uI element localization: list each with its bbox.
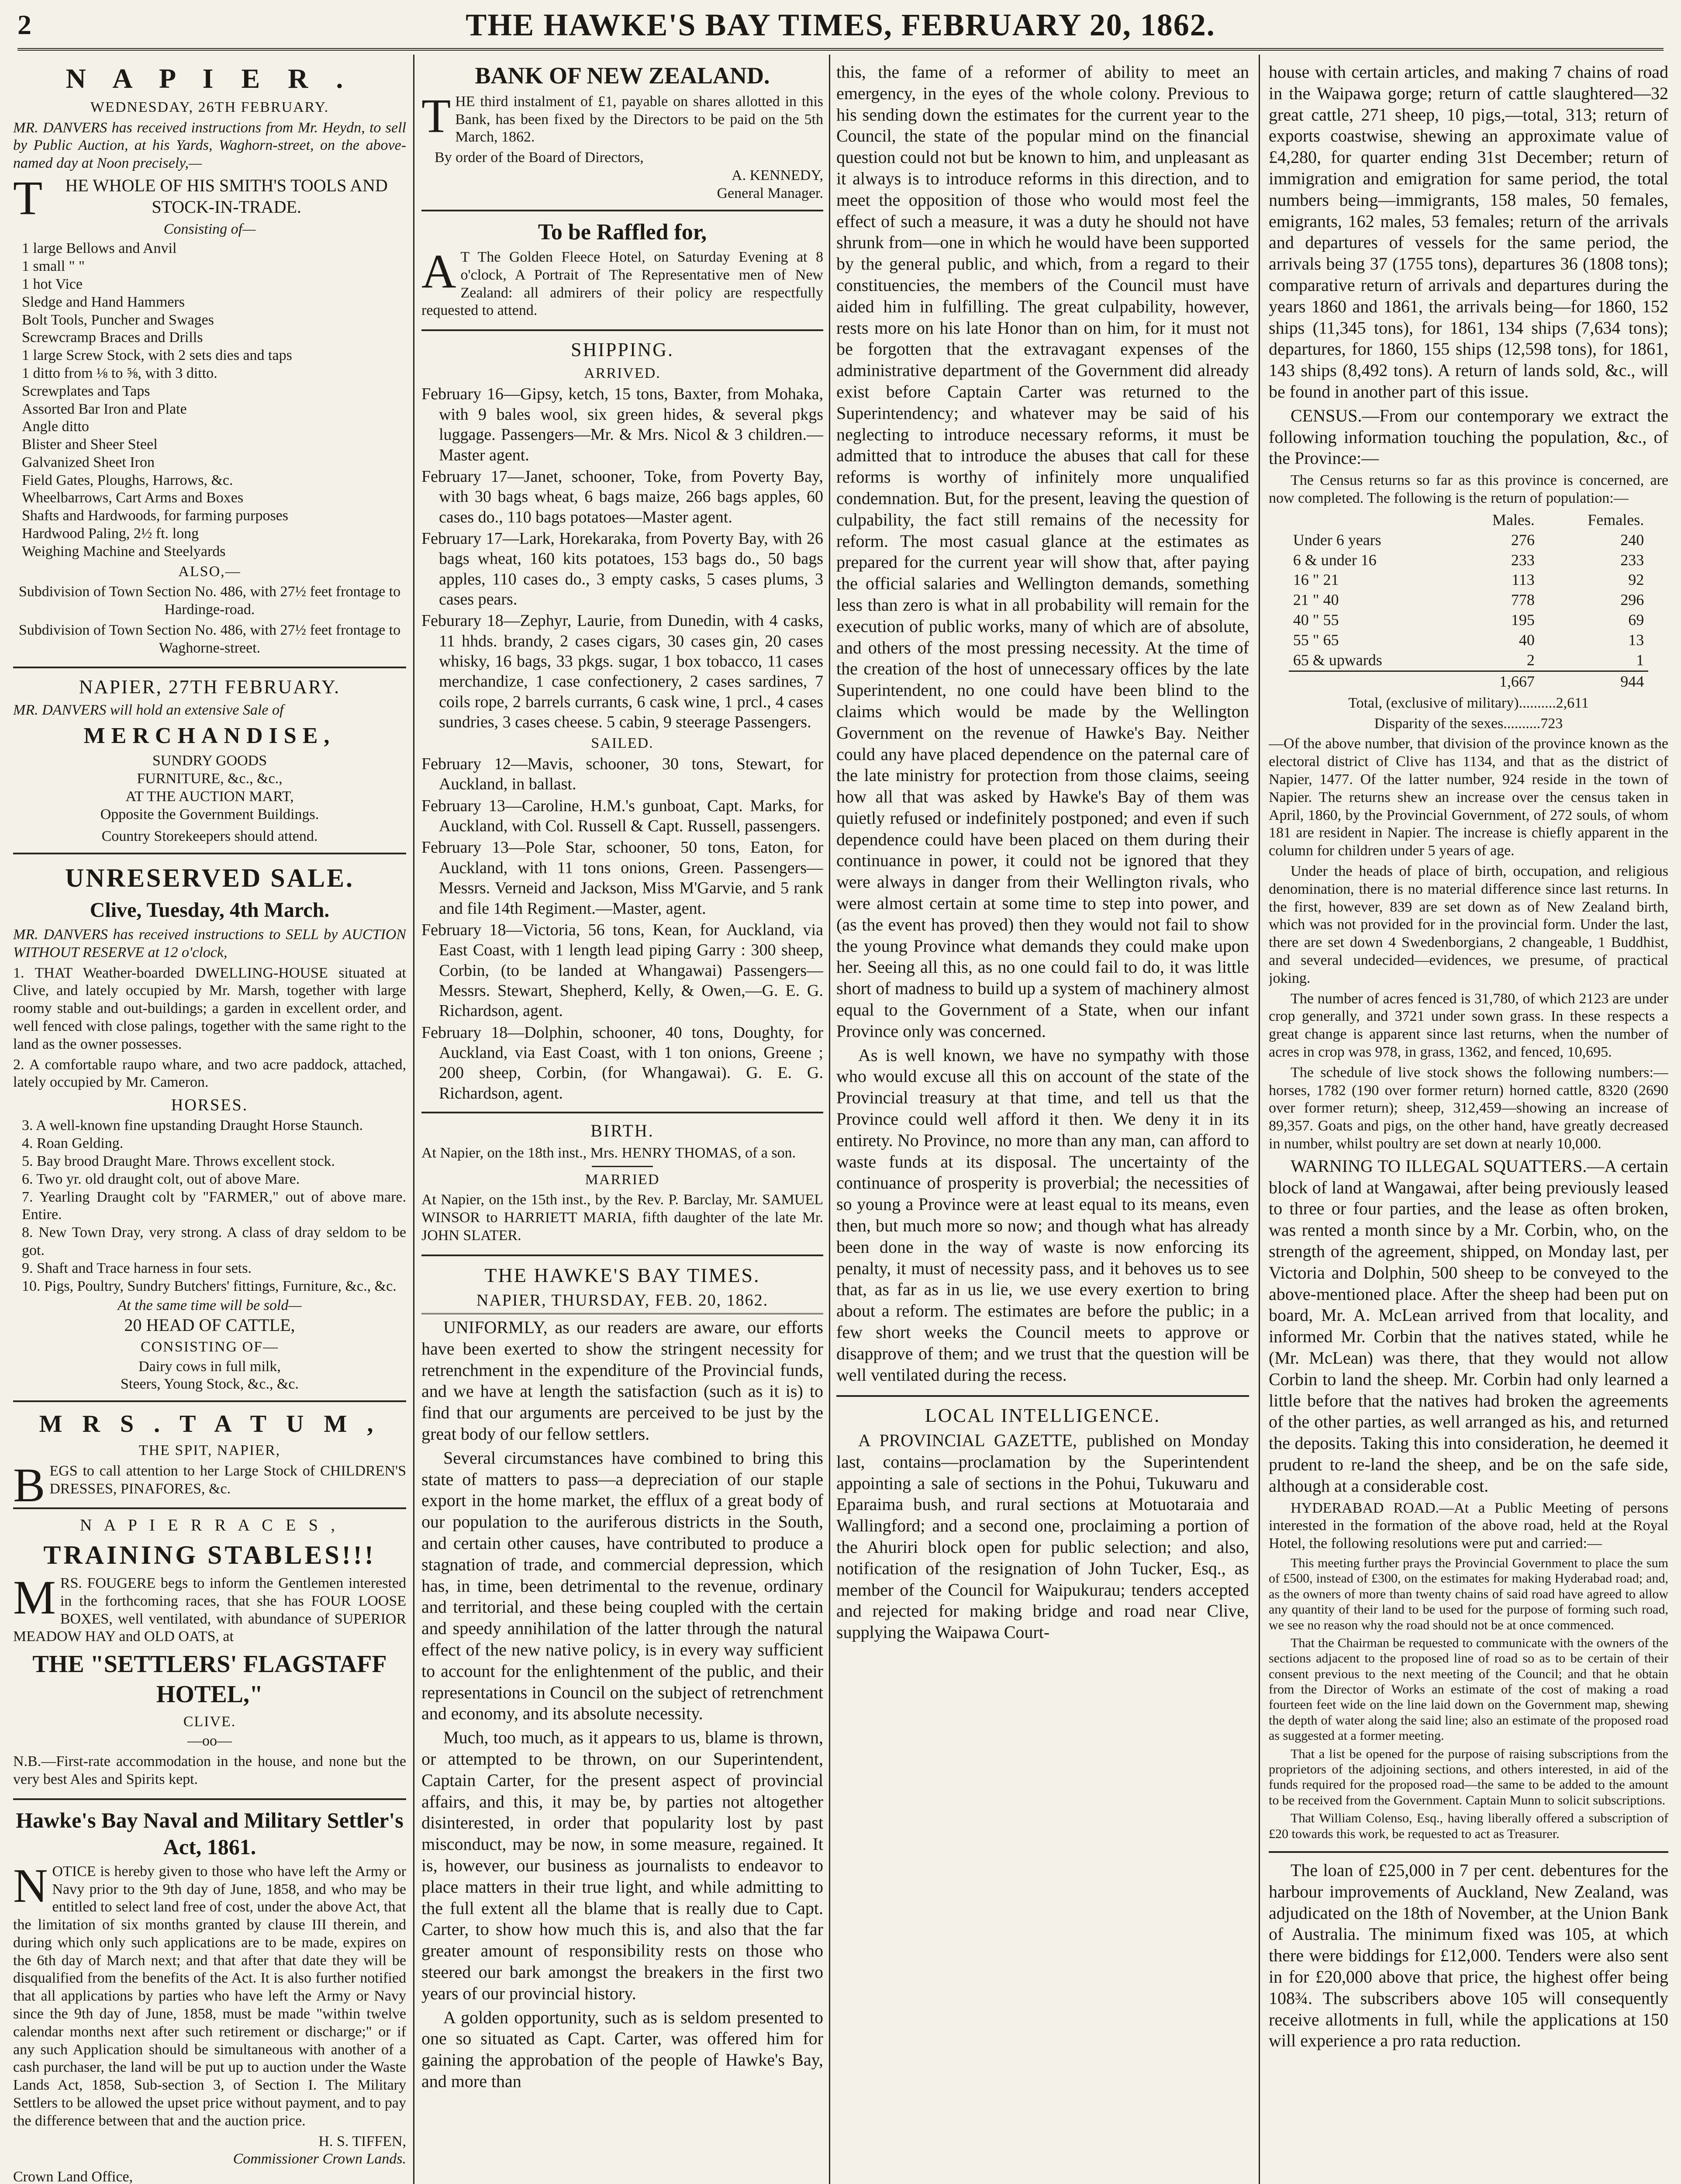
table-cell: 40 " 55 (1293, 611, 1339, 629)
editorial-paragraph: A golden opportunity, such as is seldom presented to one so situated as Capt. Carter, was offered him for gaining the approbation of the people of Hawke's Bay, and more than (421, 2007, 823, 2091)
column-rule (829, 55, 830, 2184)
raffle-notice (421, 211, 823, 332)
bank-heading: BANK OF NEW ZEALAND. (475, 62, 770, 89)
sale-date: WEDNESDAY, 26TH FEBRUARY. (90, 99, 329, 116)
list-item: Weighing Machine and Steelyards (22, 543, 226, 560)
auction-intro: MR. DANVERS has received instructions from Mr. Heydn, to sell by Public Auction, at his Yards, Waghorn-street, on the above-named day at Noon precisely,— (13, 119, 406, 172)
list-item: Hardwood Paling, 2½ ft. long (22, 525, 199, 542)
editorial-masthead: THE HAWKE'S BAY TIMES. (484, 1264, 760, 1286)
table-cell: 233 (1620, 551, 1644, 569)
table-cell: 944 (1539, 671, 1648, 691)
list-item: Galvanized Sheet Iron (22, 454, 155, 470)
resolution: That the Chairman be requested to communicate with the owners of the sections adjacent to the proposed line of road so as to be certain of their consent previous to the next meeting of the Council; and that he obtain from the Director of Works an estimate of the cost of making a road fourteen feet wide on the line laid down on the Government map, shewing the depth of water along the said line; also an estimate of the proposed road as suggested at a former meeting. (1269, 1635, 1668, 1743)
shipping-entry: February 13—Pole Star, schooner, 50 tons, Eaton, for Auckland, with 11 tons onions, Green. Passengers—Messrs. Verneid and Jackson, Miss M'Garvie, and 5 rank and file 14th Regiment.—Master, agent. (421, 838, 823, 918)
editorial-paragraph: As is well known, we have no sympathy with those who would excuse all this on account of the state of the Provincial treasury at that time, and tell us that the Province could well afford it then. We deny it in its entirety. No Province, no more than any man, can afford to waste funds at its disposal. The uncertainty of the continuance of prosperity is proverbial; the necessities of so young a Province were at least equal to its means, even then, but much more so now; and though what has already been done in the way of waste is now enforcing its penalty, it must of necessity pass, and it behoves us to see that, as far as in us lie, we use every exertion to bring about a reform. The estimates are before the public; in a few short weeks the Council meets to approve or disapprove of them; and we trust that the question will be well ventilated during the recess. (836, 1045, 1249, 1385)
unreserved-sale (13, 854, 406, 1402)
training-stables-advert (13, 1509, 406, 1800)
table-cell: 240 (1620, 531, 1644, 549)
tatum-heading: M R S . T A T U M , (39, 1410, 380, 1438)
married-body: At Napier, on the 15th inst., by the Rev. P. Barclay, Mr. SAMUEL WINSOR to HARRIETT MARIA, fifth daughter of the late Mr. JOHN SLATER. (421, 1192, 823, 1244)
census-paragraph: Under the heads of place of birth, occupation, and religious denomination, there is no material difference since last returns. In the first, however, 839 are set down as of New Zealand birth, which was not provided for in the provincial form. Under the last, there are set down 4 Swedenborgians, 2 changeable, 1 Buddhist, and several undecided—evidences, we presume, of practical joking. (1269, 863, 1668, 986)
local-paragraph: house with certain articles, and making 7 chains of road in the Waipawa gorge; return of cattle slaughtered—32 great cattle, 271 sheep, 10 pigs,—total, 313; return of exports coastwise, shewing an approximate value of £4,280, for quarter ending 31st December; return of immigration and emigration for same period, the total numbers being—immigrants, 158 males, 50 females, emigrants, 162 males, 53 females; return of the arrivals and departures of vessels for the same period, the arrivals being 37 (1755 tons), departures 36 (1808 tons); comparative return of arrivals and departures during the years 1860 and 1861, the arrivals being—for 1860, 152 ships (11,345 tons), for 1861, 134 ships (7,634 tons); departures, for 1860, 155 ships (12,598 tons), for 1861, 143 ships (8,492 tons). A return of lands sold, &c., will be found in another part of this issue. (1269, 62, 1668, 401)
consisting-label: CONSISTING OF— (140, 1339, 279, 1355)
militia-heading: Hawke's Bay Naval and Military Settler's Act, 1861. (16, 1807, 404, 1859)
list-item: Field Gates, Ploughs, Harrows, &c. (22, 472, 233, 488)
office-name: Crown Land Office, (13, 2169, 133, 2184)
hotel-place: CLIVE. (183, 1713, 236, 1730)
list-item: 1 ditto from ⅛ to ⅝, with 3 ditto. (22, 365, 217, 381)
census-table (1289, 510, 1649, 692)
resolution: That William Colenso, Esq., having liberally offered a subscription of £20 towards this work, be requested to act as Treasurer. (1269, 1811, 1668, 1841)
shipping-entry: February 18—Victoria, 56 tons, Kean, for Auckland, via East Coast, with 1 length lead piping Garry : 300 sheep, Corbin, (to be landed at Whangawai) Passengers—Messrs. Stewart, Shepherd, Kelly, & Owen,—G. E. G. Richardson, agent. (421, 920, 823, 1020)
table-cell: 69 (1628, 611, 1644, 629)
list-item: Assorted Bar Iron and Plate (22, 401, 187, 417)
shipping-entry: February 16—Gipsy, ketch, 15 tons, Baxter, from Mohaka, with 9 bales wool, six green hides, & several pkgs luggage. Passengers—Mr. & Mrs. Nicol & 3 children.—Master agent. (421, 385, 823, 464)
column-4 (1269, 55, 1668, 2184)
hotel-heading: THE "SETTLERS' FLAGSTAFF HOTEL," (32, 1651, 387, 1708)
census-paragraph: The number of acres fenced is 31,780, of which 2123 are under crop generally, and 3721 under sown grass. In these respects a great change is apparent since last returns, when the number of acres in crop was 978, in grass, 1362, and fenced, 10,695. (1269, 990, 1668, 1061)
table-cell: 2 (1526, 651, 1535, 669)
list-item: Bolt Tools, Puncher and Swages (22, 311, 214, 328)
sale-note: Country Storekeepers should attend. (101, 828, 318, 845)
bank-body: THE third instalment of £1, payable on shares allotted in this Bank, has been fixed by the Directors to be paid on the 5th March, 1862. (421, 89, 823, 145)
married-heading: MARRIED (585, 1171, 660, 1188)
table-cell: 92 (1628, 571, 1644, 589)
table-header: Females. (1588, 511, 1644, 529)
list-item: 1 large Bellows and Anvil (22, 240, 177, 257)
signature-title: General Manager. (717, 185, 823, 201)
tools-list (13, 240, 406, 560)
table-cell: 233 (1511, 551, 1535, 569)
table-header (1289, 510, 1453, 530)
editorial-dateline: NAPIER, THURSDAY, FEB. 20, 1862. (421, 1290, 823, 1314)
subdivision-text: Subdivision of Town Section No. 486, with 27½ feet frontage to Hardinge-road. (18, 584, 401, 618)
census-disparity: Disparity of the sexes..........723 (1374, 715, 1563, 732)
local-paragraph: A PROVINCIAL GAZETTE, published on Monday last, contains—proclamation by the Superintendent appointing a sale of sections in the Pohui, Tukuwaru and Eparaima bush, and rural sections at Motuotaraia and Wallingford; and a second one, proclaiming a portion of the Ahuriri block open for public selection; and also, notification of the resignation of John Tucker, Esq., as member of the Council for Waipukurau; tenders accepted and rejected for making bridge and road near Clive, supplying the Waipawa Court- (836, 1431, 1249, 1642)
resolution: This meeting further prays the Provincial Government to place the sum of £500, instead of £300, on the estimates for making Hyderabad road; and, as the owners of more than twenty chains of said road have agreed to allow any quantity of their land to be used for the purpose of forming such road, we see no reason why the road should not be at once commenced. (1269, 1555, 1668, 1632)
census-paragraph: —Of the above number, that division of the province known as the electoral district of Clive has 1134, and that as the district of Napier, 1477. Of the latter number, 924 reside in the town of Napier. The returns shew an increase over the census taken in April, 1860, by the Provincial Government, of 272 souls, of whom 181 are resident in Napier. The increase is chiefly apparent in the column for children under 5 years of age. (1269, 736, 1668, 859)
table-row (1289, 570, 1649, 590)
shipping-section (421, 331, 823, 1113)
local-intelligence (836, 1397, 1249, 1653)
table-cell: 276 (1511, 531, 1535, 549)
training-heading: TRAINING STABLES!!! (43, 1540, 376, 1569)
horses-heading: HORSES. (171, 1096, 249, 1115)
list-item: Sledge and Hand Hammers (22, 294, 185, 310)
tatum-body: BEGS to call attention to her Large Stock of CHILDREN'S DRESSES, PINAFORES, &c. (13, 1458, 406, 1512)
tatum-advert (13, 1402, 406, 1512)
consisting-label: Consisting of— (163, 221, 256, 237)
list-item: 10. Pigs, Poultry, Sundry Butchers' fittings, Furniture, &c., &c. (22, 1278, 397, 1294)
arrived-heading: ARRIVED. (584, 365, 661, 381)
table-header-row (1289, 510, 1649, 530)
census-paragraph: The schedule of live stock shows the following numbers:—horses, 1782 (190 over former return) horned cattle, 8320 (2690 over former return); sheep, 312,459—showing an increase of 89,357. Goats and pigs, on the other hand, have greatly decreased in number, whilst poultry are set down at nearly 10,000. (1269, 1064, 1668, 1152)
shipping-entry: February 17—Janet, schooner, Toke, from Poverty Bay, with 30 bags wheat, 6 bags maize, 266 bags apples, 60 cases do., 110 bags potatoes—Master agent. (421, 467, 823, 526)
masthead (17, 4, 1664, 51)
sale-item: 1. THAT Weather-boarded DWELLING-HOUSE situated at Clive, and lately occupied by Mr. Marsh, together with large roomy stable and out-buildings; a garden in excellent order, and well fenced with close palings, together with the same right to the land as the owner possesses. (13, 964, 406, 1052)
resolution: That a list be opened for the purpose of raising subscriptions from the proprietors of the adjoining sections, and others interested, in aid of the funds required for the proposed road—the same to be added to the amount to be received from the Government. Captain Munn to solicit subscriptions. (1269, 1746, 1668, 1807)
page-number: 2 (17, 9, 31, 40)
editorial (421, 1256, 823, 2102)
list-item: 1 small " " (22, 258, 85, 275)
shipping-entry: February 13—Caroline, H.M.'s gunboat, Capt. Marks, for Auckland, with Col. Russell & Capt. Russell, passengers. (421, 796, 823, 836)
list-item: 1 large Screw Stock, with 2 sets dies and taps (22, 347, 292, 364)
list-item: 5. Bay brood Draught Mare. Throws excellent stock. (22, 1153, 335, 1170)
fougere-body: MRS. FOUGERE begs to inform the Gentlemen interested in the forthcoming races, that she has FOUR LOOSE BOXES, well ventilated, with abundance of SUPERIOR MEADOW HAY and OLD OATS, at (13, 1571, 406, 1645)
editorial-paragraph: UNIFORMLY, as our readers are aware, our efforts have been exerted to show the stringent necessity for retrenchment in the expenditure of the Provincial funds, and we have at length the satisfaction (such as it is) to find that our arguments are perceived to be just by the great body of our fellow settlers. (421, 1317, 823, 1444)
shipping-entry: Feburary 18—Zephyr, Laurie, from Dunedin, with 4 casks, 11 hhds. brandy, 2 cases cigars, 30 cases gin, 20 cases whisky, 16 bags, 33 pkgs. sugar, 1 box tobacco, 11 cases merchandize, 1 case confectionery, 2 cases sardines, 7 coils rope, 2 barrels currants, 6 cask wine, 1 prcl., 4 cases sundries, 3 cases cheese. 5 cabin, 9 steerage Passengers. (421, 612, 823, 732)
editorial-paragraph: this, the fame of a reformer of ability to meet an emergency, in the eyes of the whole colony. Previous to his sending down the estimates for the current year to the Council, the state of the popular mind on the financial question could not but be known to him, and unpleasant as it always is to introduce reforms in this direction, and to meet the opposition of those who would most feel the effect of such a measure, it was a duty he should not have shrunk from—one in which he would have been supported by the general public, and which, from a regard to their constituencies, the members of the Council must have aided him in fulfilling. The great culpability, however, rests more on his late Honor than on him, for it must not be forgotten that the extravagant expenses of the administrative department of the Government did already exist before Captain Carter was returned to the Superintendency; and whatever may be said of his neglecting to introduce necessary reforms, it must be admitted that to introduce the abuses that call for these reforms is worthy of infinitely more unqualified condemnation. But, for the present, leaving the question of culpability, the fact still remains of the necessity for reform. The most casual glance at the estimates as prepared for the current year will show that, after paying the official salaries and Wellington demands, something less than zero is what in all probability will remain for the execution of public works, many of which are of absolute, and others of the most pressing necessity. At the time of the creation of the host of unnecessary offices by the late Superintendent, no one could have been blind to the claims which would be made by the Wellington Government on the revenue of Hawke's Bay. Neither could any have placed dependence on the paternal care of the late ministry for protection from those claims, seeing how all that was asked by Hawke's Bay of them was quietly refused or indefinitely postponed; and even if such dependence could have been placed on them during their continuance in power, it could not be ignored that they were always in danger from their Wellington rivals, who were almost certain at some time to step into power, and (as the event has proved) then they would not fail to show the young Province what demands they could make upon her. Seeing all this, as no one could fail to do, it was little short of madness to build up a system of machinery almost equal to the Government of a State, when our infant Province only was concerned. (836, 62, 1249, 1041)
hotel-note: N.B.—First-rate accommodation in the house, and none but the very best Ales and Spirits kept. (13, 1753, 406, 1787)
table-row (1289, 530, 1649, 550)
separator: —oo— (187, 1733, 232, 1749)
shipping-entry: February 12—Mavis, schooner, 30 tons, Stewart, for Auckland, in ballast. (421, 755, 823, 794)
militia-body: NOTICE is hereby given to those who have left the Army or Navy prior to the 9th day of June, 1858, and who may be entitled to select land free of cost, under the above Act, that the limitation of six months granted by clause III therein, and during which only such applications are to be made, expires on the 6th day of March next; and that after that date they will be disqualified from the benefits of the Act. It is also further notified that all applications by parties who have left the Army or Navy since the 9th day of June, 1858, must be made "within twelve calendar months next after such retirement or discharge;" or if any such Application should be simultaneous with another of a cash purchaser, the land will be put up to auction under the Waste Lands Act, 1858, Sub-section 3, of Section I. The Military Settlers to be allowed the upset price without payment, and to pay the difference between that and the auction price. (13, 1859, 406, 2129)
auckland-loan (1269, 1853, 1668, 2061)
birth-body: At Napier, on the 18th inst., Mrs. HENRY THOMAS, of a son. (421, 1144, 796, 1161)
column-2 (421, 55, 823, 2184)
census-total: Total, (exclusive of military)..........2,611 (1348, 695, 1589, 711)
sale-line: FURNITURE, &c., &c., (137, 771, 283, 787)
birth-notice (421, 1113, 823, 1256)
cattle-heading: 20 HEAD OF CATTLE, (124, 1315, 295, 1335)
unreserved-heading: UNRESERVED SALE. (65, 864, 355, 893)
table-cell: 6 & under 16 (1293, 551, 1377, 569)
table-cell: Under 6 years (1293, 531, 1381, 549)
raffle-heading: To be Raffled for, (538, 219, 707, 245)
table-row (1289, 630, 1649, 650)
column-rule (1259, 55, 1260, 2184)
bank-notice (421, 55, 823, 211)
editorial-paragraph: Several circumstances have combined to bring this state of matters to pass—a depreciation of our staple export in the home market, the efflux of a great body of our population to the auriferous districts in the South, and certain other causes, have contributed to produce a stagnation of trade, and commercial depression, which has, in time, been detrimental to the revenue, ordinary and territorial, and these being coupled with the certain and speedy annihilation of the latter through the natural effect of the new native policy, is in every way sufficient to account for the enlightenment of the public, and their representations in Council on the subject of retrenchment and economy, and its absolute necessity. (421, 1448, 823, 1724)
squatters-paragraph: WARNING TO ILLEGAL SQUATTERS.—A certain block of land at Wangawai, after being previously leased to three or four parties, and the lease as often broken, was rented a month since by a Mr. Corbin, who, on the strength of the agreement, shipped, on Monday last, per Victoria and Dolphin, 500 sheep to be conveyed to the above-mentioned place. After the sheep had been put on board, Mr. A. McLean arrived from that locality, and informed Mr. Corbin that the natives stated, while he (Mr. McLean) was there, that they would not allow Corbin to land the sheep. Mr. Corbin had only learned a little before that the natives had broken the agreements of the other parties, as well arranged as his, and returned the deposits. Taking this into consideration, he deemed it prudent to re-land the sheep, and be on the safe side, although at a considerable cost. (1269, 1156, 1668, 1496)
local-heading: LOCAL INTELLIGENCE. (925, 1405, 1161, 1427)
tools-heading: THE WHOLE OF HIS SMITH'S TOOLS AND STOCK-IN-TRADE. (13, 171, 388, 225)
local-intelligence-continued (1269, 55, 1668, 1853)
table-cell: 778 (1511, 591, 1535, 609)
table-cell: 1,667 (1453, 671, 1539, 691)
horses-list (13, 1117, 406, 1295)
races-heading: N A P I E R R A C E S , (80, 1516, 339, 1535)
list-item: 7. Yearling Draught colt by "FARMER," out of above mare. Entire. (22, 1189, 406, 1223)
sale-item: 2. A comfortable raupo whare, and two acre paddock, attached, lately occupied by Mr. Cameron. (13, 1056, 406, 1091)
signature: A. KENNEDY, (732, 167, 823, 184)
column-rule (413, 55, 414, 2184)
table-header: Males. (1492, 511, 1535, 529)
list-item: 4. Roan Gelding. (22, 1135, 124, 1152)
list-item: 3. A well-known fine upstanding Draught Horse Staunch. (22, 1117, 363, 1134)
sale-line: Steers, Young Stock, &c., &c. (121, 1376, 299, 1393)
table-cell: 113 (1512, 571, 1535, 589)
shipping-entry: February 17—Lark, Horekaraka, from Poverty Bay, with 26 bags wheat, 160 kits potatoes, 153 bags do., 50 bags apples, 110 cases do., 3 empty casks, 5 cases plums, 3 cases pears. (421, 529, 823, 609)
table-row (1289, 590, 1649, 610)
loan-paragraph: The loan of £25,000 in 7 per cent. debentures for the harbour improvements of Auckland, New Zealand, was adjudicated on the 18th of November, at the Union Bank of Australia. The minimum fixed was 105, at which there were biddings for £12,000. Tenders were also sent in for £20,000 above that price, the highest offer being 108¾. The subscribers above 105 will consequently receive allotments in full, while the applications at 150 will experience a pro rata reduction. (1269, 1860, 1668, 2051)
sailed-heading: SAILED. (591, 735, 654, 751)
tatum-address: THE SPIT, NAPIER, (138, 1442, 281, 1459)
sale-place-date: Clive, Tuesday, 4th March. (90, 898, 330, 922)
bank-order: By order of the Board of Directors, (435, 149, 644, 166)
hyderabad-paragraph: HYDERABAD ROAD.—At a Public Meeting of persons interested in the formation of the above road, held at the Royal Hotel, the following resolutions were put and carried:— (1269, 1500, 1668, 1552)
table-cell: 16 " 21 (1293, 571, 1339, 589)
sale-intro: MR. DANVERS will hold an extensive Sale of (13, 702, 284, 718)
also-label: ALSO,— (178, 563, 241, 580)
table-cell: 55 " 65 (1293, 631, 1339, 649)
auction-smith-tools (13, 55, 406, 668)
list-item: Screwplates and Taps (22, 383, 150, 399)
sale-line: SUNDRY GOODS (152, 753, 267, 769)
napier-heading: N A P I E R . (66, 63, 354, 94)
subdivision-text: Subdivision of Town Section No. 486, with 27½ feet frontage to Waghorne-street. (18, 622, 401, 656)
table-row (1289, 650, 1649, 671)
table-cell: 21 " 40 (1293, 591, 1339, 609)
list-item: 1 hot Vice (22, 276, 83, 292)
signature-title: Commissioner Crown Lands. (233, 2151, 406, 2167)
merchandise-heading: MERCHANDISE, (83, 723, 336, 748)
editorial-paragraph: Much, too much, as it appears to us, blame is thrown, or attempted to be thrown, on our Superintendent, Captain Carter, for the present aspect of provincial affairs, and this, it may be, by parties not altogether disinterested, in order that popularity lost by past misconduct, may be now, in some measure, regained. It is, however, our business as journalists to endeavor to place matters in their true light, and while admitting to the full extent all the blame that is really due to Capt. Carter, to show how much this is, and also that the far greater amount of responsibility rests on those who steered our bark amongst the breakers in the first two years of our provincial history. (421, 1728, 823, 2003)
census-intro: CENSUS.—From our contemporary we extract the following information touching the population, &c., of the Province:— (1269, 405, 1668, 468)
list-item: 6. Two yr. old draught colt, out of above Mare. (22, 1171, 300, 1187)
column-1 (13, 55, 406, 2184)
list-item: 8. New Town Dray, very strong. A class of dray seldom to be got. (22, 1224, 406, 1259)
table-cell: 195 (1511, 611, 1535, 629)
sale-line: Opposite the Government Buildings. (100, 806, 319, 822)
sale-line: AT THE AUCTION MART, (125, 788, 294, 805)
table-cell: 296 (1620, 591, 1644, 609)
table-total-row (1289, 671, 1649, 691)
table-row (1289, 610, 1649, 630)
sale-date: NAPIER, 27TH FEBRUARY. (79, 676, 341, 698)
raffle-body: AT The Golden Fleece Hotel, on Saturday Evening at 8 o'clock, A Portrait of The Representative men of New Zealand: all admirers of their policy are respectfully requested to attend. (421, 245, 823, 319)
list-item: Shafts and Hardwoods, for farming purposes (22, 508, 288, 524)
table-cell: 65 & upwards (1293, 651, 1382, 669)
table-cell: 40 (1519, 631, 1535, 649)
shipping-heading: SHIPPING. (570, 339, 674, 361)
militia-notice (13, 1800, 406, 2184)
signature: H. S. TIFFEN, (318, 2133, 406, 2149)
list-item: Blister and Sheer Steel (22, 436, 158, 453)
table-row (1289, 550, 1649, 570)
column-3 (836, 55, 1249, 2184)
same-time-note: At the same time will be sold— (117, 1297, 302, 1314)
editorial-continued (836, 55, 1249, 1397)
shipping-entry: February 18—Dolphin, schooner, 40 tons, Doughty, for Auckland, via East Coast, with 1 ton onions, Greene ; 200 sheep, Corbin, (for Whangawai). G. E. G. Richardson, agent. (421, 1023, 823, 1102)
table-cell: 13 (1628, 631, 1644, 649)
divider (592, 1166, 653, 1167)
list-item: Angle ditto (22, 418, 89, 435)
sale-line: Dairy cows in full milk, (138, 1358, 281, 1375)
list-item: Screwcramp Braces and Drills (22, 329, 203, 346)
birth-heading: BIRTH. (590, 1121, 654, 1141)
census-note: The Census returns so far as this province is concerned, are now completed. The following is the return of population:— (1269, 472, 1668, 506)
list-item: Wheelbarrows, Cart Arms and Boxes (22, 490, 244, 506)
sale-intro: MR. DANVERS has received instructions to SELL by AUCTION WITHOUT RESERVE at 12 o'clock, (13, 926, 406, 961)
list-item: 9. Shaft and Trace harness in four sets. (22, 1260, 252, 1276)
table-cell: 1 (1636, 651, 1644, 669)
table-cell (1289, 671, 1453, 691)
newspaper-title: THE HAWKE'S BAY TIMES, FEBRUARY 20, 1862. (466, 7, 1215, 42)
merchandise-sale (13, 668, 406, 854)
